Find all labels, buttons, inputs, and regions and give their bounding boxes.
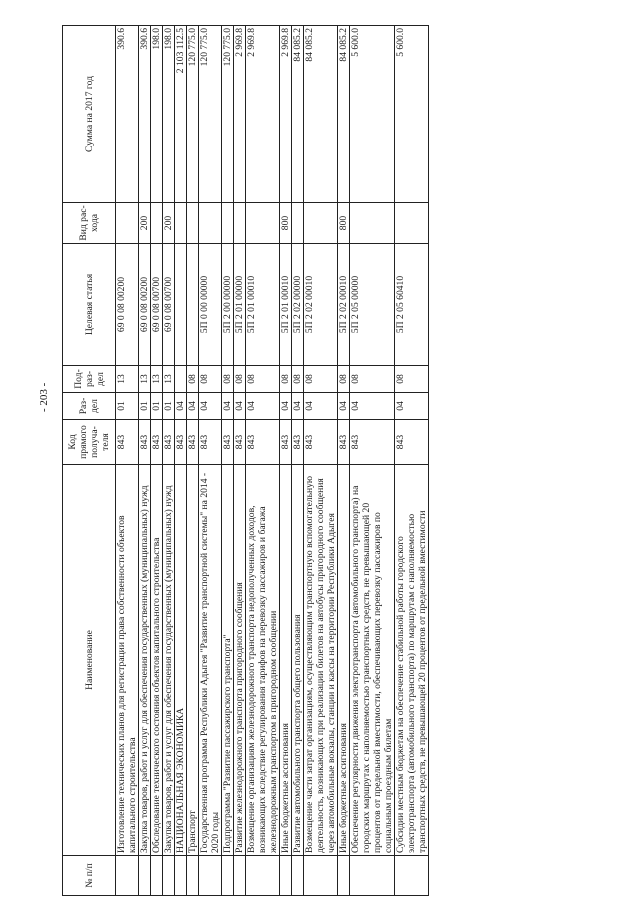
budget-table bbox=[62, 25, 429, 896]
cell-target: 69 0 08 00200 bbox=[116, 244, 139, 366]
table-row bbox=[234, 26, 246, 896]
cell-podrazdel: 08 bbox=[280, 366, 292, 393]
cell-name: Подпрограмма "Развитие пассажирского транспорта" bbox=[222, 465, 234, 856]
cell-target: 5П 0 00 00000 bbox=[199, 244, 222, 366]
cell-sum: 2 969.8 bbox=[246, 26, 280, 203]
cell-razdel: 04 bbox=[222, 393, 234, 420]
cell-name: Закупка товаров, работ и услуг для обеспечения государственных (муниципальных) нужд bbox=[139, 465, 151, 856]
table-row bbox=[175, 26, 187, 896]
cell-razdel: 04 bbox=[350, 393, 395, 420]
cell-name: Развитие автомобильного транспорта общего пользования bbox=[292, 465, 304, 856]
cell-sum: 84 085.2 bbox=[304, 26, 338, 203]
cell-razdel: 04 bbox=[280, 393, 292, 420]
cell-podrazdel: 13 bbox=[163, 366, 175, 393]
page-number: - 203 - bbox=[38, 382, 50, 412]
cell-razdel: 04 bbox=[395, 393, 429, 420]
cell-vid: 800 bbox=[338, 203, 350, 244]
cell-sum: 120 775.0 bbox=[199, 26, 222, 203]
cell-razdel: 04 bbox=[338, 393, 350, 420]
header-code: Код прямого получа-теля bbox=[63, 420, 116, 465]
cell-razdel: 04 bbox=[292, 393, 304, 420]
cell-num bbox=[338, 856, 350, 896]
table-row bbox=[116, 26, 139, 896]
rotated-page bbox=[62, 26, 607, 896]
cell-target: 5П 2 05 00000 bbox=[350, 244, 395, 366]
cell-vid bbox=[304, 203, 338, 244]
cell-name: Изготовление технических планов для регистрации права собственности объектов капитального строительства bbox=[116, 465, 139, 856]
cell-code: 843 bbox=[338, 420, 350, 465]
cell-sum: 120 775.0 bbox=[187, 26, 199, 203]
cell-sum: 84 085.2 bbox=[338, 26, 350, 203]
cell-vid bbox=[151, 203, 163, 244]
cell-vid: 200 bbox=[139, 203, 151, 244]
cell-name: Обеспечение регулярности движения электротранспорта (автомобильного транспорта) на городских маршрутах с наполняемостью транспортных средств, не превышающей 20 процентов от предельной вместимости, обеспечивающих перевозку пассажиров по социальным проездным билетам bbox=[350, 465, 395, 856]
cell-podrazdel: 08 bbox=[292, 366, 304, 393]
cell-podrazdel: 08 bbox=[234, 366, 246, 393]
cell-sum: 390.6 bbox=[116, 26, 139, 203]
table-row bbox=[280, 26, 292, 896]
cell-sum: 2 103 112.5 bbox=[175, 26, 187, 203]
cell-code: 843 bbox=[292, 420, 304, 465]
cell-name: Обследование технического состояния объектов капитального строительства bbox=[151, 465, 163, 856]
header-name: Наименование bbox=[63, 465, 116, 856]
cell-vid bbox=[246, 203, 280, 244]
cell-target: 5П 2 02 00010 bbox=[304, 244, 338, 366]
cell-code: 843 bbox=[139, 420, 151, 465]
cell-sum: 2 969.8 bbox=[234, 26, 246, 203]
table-header-row bbox=[63, 26, 116, 896]
table-row bbox=[338, 26, 350, 896]
table-row bbox=[187, 26, 199, 896]
header-podrazdel: Под-раз-дел bbox=[63, 366, 116, 393]
cell-name: Иные бюджетные ассигнования bbox=[280, 465, 292, 856]
cell-code: 843 bbox=[304, 420, 338, 465]
cell-sum: 198.0 bbox=[151, 26, 163, 203]
cell-num bbox=[280, 856, 292, 896]
cell-target bbox=[175, 244, 187, 366]
table-row bbox=[292, 26, 304, 896]
cell-name: Субсидии местным бюджетам на обеспечение стабильной работы городского электротранспорта (автомобильного транспорта) по маршрутам с наполняемостью транспортных средств, не превышающей 20 процентов от предельной вместимости bbox=[395, 465, 429, 856]
cell-num bbox=[246, 856, 280, 896]
cell-code: 843 bbox=[395, 420, 429, 465]
cell-code: 843 bbox=[187, 420, 199, 465]
table-row bbox=[395, 26, 429, 896]
header-sum: Сумма на 2017 год bbox=[63, 26, 116, 203]
cell-num bbox=[139, 856, 151, 896]
cell-vid bbox=[222, 203, 234, 244]
cell-target: 69 0 08 00700 bbox=[163, 244, 175, 366]
table-row bbox=[199, 26, 222, 896]
cell-sum: 198.0 bbox=[163, 26, 175, 203]
cell-code: 843 bbox=[350, 420, 395, 465]
cell-name: Транспорт bbox=[187, 465, 199, 856]
cell-num bbox=[175, 856, 187, 896]
cell-name: Развитие железнодорожного транспорта пригородного сообщения bbox=[234, 465, 246, 856]
cell-razdel: 04 bbox=[175, 393, 187, 420]
cell-code: 843 bbox=[234, 420, 246, 465]
cell-target: 5П 2 01 00000 bbox=[234, 244, 246, 366]
cell-name: Возмещение организациям железнодорожного транспорта недополученных доходов, возникающих вследствие регулирования тарифов на перевозку пассажиров и багажа железнодорожным транспортом в пригородном сообщении bbox=[246, 465, 280, 856]
cell-vid bbox=[175, 203, 187, 244]
cell-name: Иные бюджетные ассигнования bbox=[338, 465, 350, 856]
cell-razdel: 01 bbox=[116, 393, 139, 420]
cell-code: 843 bbox=[199, 420, 222, 465]
cell-vid: 200 bbox=[163, 203, 175, 244]
cell-razdel: 04 bbox=[187, 393, 199, 420]
cell-razdel: 01 bbox=[163, 393, 175, 420]
cell-vid bbox=[199, 203, 222, 244]
cell-name: Закупка товаров, работ и услуг для обеспечения государственных (муниципальных) нужд bbox=[163, 465, 175, 856]
table-row bbox=[222, 26, 234, 896]
cell-num bbox=[222, 856, 234, 896]
cell-target: 69 0 08 00700 bbox=[151, 244, 163, 366]
header-target: Целевая статья bbox=[63, 244, 116, 366]
cell-vid bbox=[234, 203, 246, 244]
cell-razdel: 01 bbox=[139, 393, 151, 420]
cell-name: НАЦИОНАЛЬНАЯ ЭКОНОМИКА bbox=[175, 465, 187, 856]
cell-num bbox=[163, 856, 175, 896]
cell-code: 843 bbox=[222, 420, 234, 465]
cell-podrazdel: 08 bbox=[338, 366, 350, 393]
cell-code: 843 bbox=[116, 420, 139, 465]
cell-vid bbox=[116, 203, 139, 244]
cell-sum: 120 775.0 bbox=[222, 26, 234, 203]
cell-target: 5П 2 01 00010 bbox=[246, 244, 280, 366]
cell-target: 69 0 08 00200 bbox=[139, 244, 151, 366]
table-row bbox=[163, 26, 175, 896]
table-row bbox=[304, 26, 338, 896]
cell-name: Государственная программа Республики Адыгея "Развитие транспортной системы" на 2014 - 2020 годы bbox=[199, 465, 222, 856]
cell-vid bbox=[350, 203, 395, 244]
cell-vid bbox=[395, 203, 429, 244]
cell-razdel: 04 bbox=[246, 393, 280, 420]
cell-num bbox=[187, 856, 199, 896]
cell-razdel: 01 bbox=[151, 393, 163, 420]
cell-sum: 2 969.8 bbox=[280, 26, 292, 203]
cell-num bbox=[350, 856, 395, 896]
cell-target: 5П 2 05 60410 bbox=[395, 244, 429, 366]
cell-sum: 5 600.0 bbox=[395, 26, 429, 203]
cell-podrazdel: 13 bbox=[116, 366, 139, 393]
cell-num bbox=[395, 856, 429, 896]
cell-podrazdel: 08 bbox=[187, 366, 199, 393]
cell-target: 5П 2 00 00000 bbox=[222, 244, 234, 366]
cell-podrazdel: 13 bbox=[139, 366, 151, 393]
cell-podrazdel: 08 bbox=[199, 366, 222, 393]
cell-podrazdel: 08 bbox=[222, 366, 234, 393]
cell-vid bbox=[292, 203, 304, 244]
cell-num bbox=[116, 856, 139, 896]
header-razdel: Раз-дел bbox=[63, 393, 116, 420]
cell-razdel: 04 bbox=[234, 393, 246, 420]
cell-vid bbox=[187, 203, 199, 244]
cell-code: 843 bbox=[163, 420, 175, 465]
table-row bbox=[139, 26, 151, 896]
cell-code: 843 bbox=[175, 420, 187, 465]
cell-target: 5П 2 02 00010 bbox=[338, 244, 350, 366]
cell-sum: 84 085.2 bbox=[292, 26, 304, 203]
cell-code: 843 bbox=[151, 420, 163, 465]
header-vid: Вид рас-хода bbox=[63, 203, 116, 244]
cell-num bbox=[304, 856, 338, 896]
cell-podrazdel: 08 bbox=[395, 366, 429, 393]
cell-podrazdel: 13 bbox=[151, 366, 163, 393]
table-row bbox=[246, 26, 280, 896]
cell-target: 5П 2 01 00010 bbox=[280, 244, 292, 366]
cell-razdel: 04 bbox=[199, 393, 222, 420]
cell-vid: 800 bbox=[280, 203, 292, 244]
cell-sum: 390.6 bbox=[139, 26, 151, 203]
cell-code: 843 bbox=[246, 420, 280, 465]
cell-podrazdel: 08 bbox=[246, 366, 280, 393]
cell-num bbox=[234, 856, 246, 896]
cell-num bbox=[292, 856, 304, 896]
cell-sum: 5 600.0 bbox=[350, 26, 395, 203]
cell-num bbox=[151, 856, 163, 896]
table-row bbox=[350, 26, 395, 896]
cell-podrazdel: 08 bbox=[304, 366, 338, 393]
cell-target bbox=[187, 244, 199, 366]
cell-podrazdel bbox=[175, 366, 187, 393]
cell-target: 5П 2 02 00000 bbox=[292, 244, 304, 366]
cell-razdel: 04 bbox=[304, 393, 338, 420]
cell-name: Возмещение части затрат организациям, осуществляющим транспортную вспомогательную деятельность, возникающих при реализации билетов на автобусы пригородного сообщения через автомобильные вокзалы, станции и кассы на территории Республики Адыгея bbox=[304, 465, 338, 856]
table-row bbox=[151, 26, 163, 896]
cell-code: 843 bbox=[280, 420, 292, 465]
cell-podrazdel: 08 bbox=[350, 366, 395, 393]
cell-num bbox=[199, 856, 222, 896]
header-num: № п/п bbox=[63, 856, 116, 896]
